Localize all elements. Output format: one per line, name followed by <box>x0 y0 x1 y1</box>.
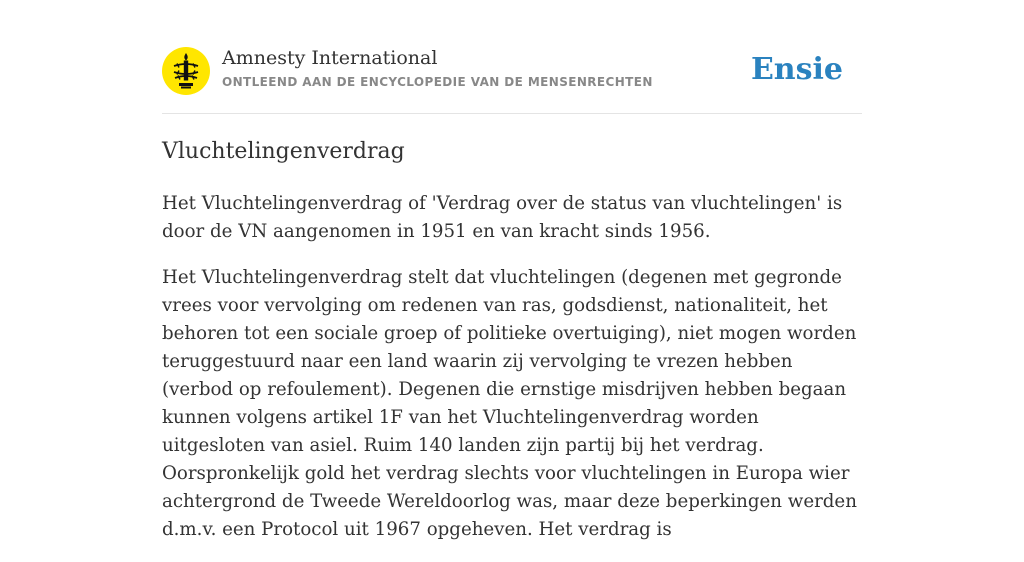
org-name: Amnesty International <box>222 47 438 69</box>
article-paragraph: Het Vluchtelingenverdrag of 'Verdrag over de status van vluchtelingen' is door de VN aangenomen in 1951 en van kracht sinds 1956. <box>162 193 843 242</box>
article-paragraph: Het Vluchtelingenverdrag stelt dat vluchtelingen (degenen met gegronde vrees voor vervolging om redenen van ras, godsdienst, nationaliteit, het behoren tot een sociale groep of politieke overtuiging), niet mogen worden teruggestuurd naar een land waarin zij vervolging te vrezen hebben (verbod op refoulement). Degenen die ernstige misdrijven hebben begaan kunnen volgens artikel 1F van het Vluchtelingenverdrag worden uitgesloten van asiel. Ruim 140 landen zijn partij bij het verdrag. Oorspronkelijk gold het verdrag slechts voor vluchtelingen in Europa wier achtergrond de Tweede Wereldoorlog was, maar deze beperkingen werden d.m.v. een Protocol uit 1967 opgeheven. Het verdrag is <box>162 267 857 540</box>
article-title: Vluchtelingenverdrag <box>162 139 405 164</box>
article-body <box>162 190 866 562</box>
amnesty-candle-icon <box>162 47 210 95</box>
ensie-brand-link[interactable]: Ensie <box>750 52 843 87</box>
header-divider <box>162 113 862 114</box>
header <box>162 45 862 97</box>
org-subtitle: ONTLEEND AAN DE ENCYCLOPEDIE VAN DE MENSENRECHTEN <box>222 75 653 89</box>
